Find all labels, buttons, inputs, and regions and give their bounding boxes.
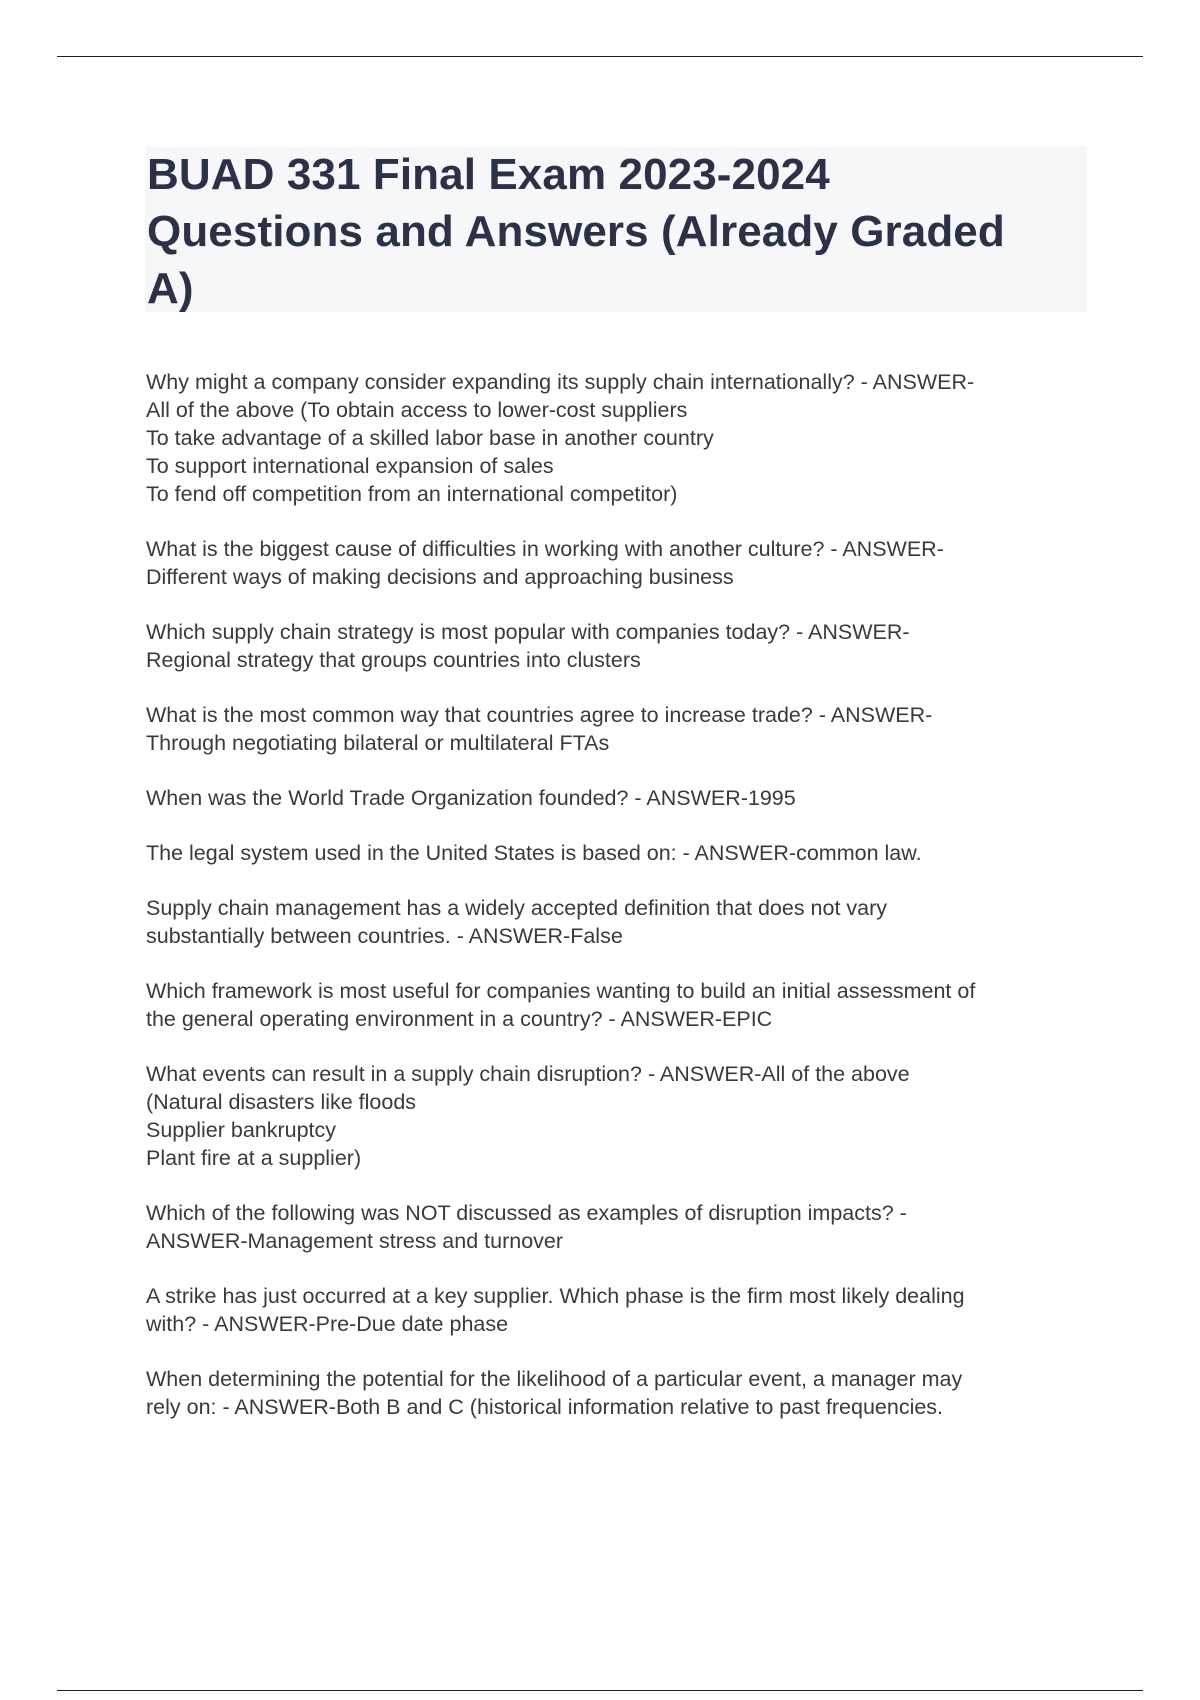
qa-line: To support international expansion of sales [146, 454, 554, 478]
qa-line: To take advantage of a skilled labor base in another country [146, 426, 714, 450]
qa-line: with? - ANSWER-Pre-Due date phase [146, 1312, 509, 1336]
qa-item [145, 1199, 1095, 1255]
qa-line: the general operating environment in a country? - ANSWER-EPIC [146, 1007, 773, 1031]
qa-line: What is the most common way that countries agree to increase trade? - ANSWER- [146, 703, 933, 727]
qa-line: Supply chain management has a widely accepted definition that does not vary [146, 896, 888, 920]
qa-line: Plant fire at a supplier) [146, 1146, 362, 1170]
qa-line: The legal system used in the United States is based on: - ANSWER-common law. [146, 841, 922, 865]
bottom-rule [57, 1690, 1143, 1691]
title-line: A) [147, 264, 194, 313]
title-line: BUAD 331 Final Exam 2023-2024 [147, 150, 830, 199]
qa-line: To fend off competition from an international competitor) [146, 482, 678, 506]
top-rule [57, 56, 1143, 57]
qa-list [145, 368, 1095, 1448]
qa-line: (Natural disasters like floods [146, 1090, 417, 1114]
qa-item [145, 368, 1095, 508]
qa-line: Which of the following was NOT discussed as examples of disruption impacts? - [146, 1201, 907, 1225]
qa-item [145, 618, 1095, 674]
page-title [145, 146, 1087, 317]
title-line: Questions and Answers (Already Graded [147, 207, 1005, 256]
qa-line: Supplier bankruptcy [146, 1118, 337, 1142]
qa-line: All of the above (To obtain access to lower-cost suppliers [146, 398, 688, 422]
title-block [145, 146, 1087, 312]
qa-item [145, 701, 1095, 757]
qa-item [145, 1365, 1095, 1421]
qa-item [145, 894, 1095, 950]
qa-line: Why might a company consider expanding its supply chain internationally? - ANSWER- [146, 370, 975, 394]
qa-line: ANSWER-Management stress and turnover [146, 1229, 564, 1253]
qa-item [145, 1282, 1095, 1338]
qa-line: Different ways of making decisions and approaching business [146, 565, 734, 589]
qa-line: rely on: - ANSWER-Both B and C (historical information relative to past frequencies. [146, 1395, 944, 1419]
qa-item [145, 977, 1095, 1033]
qa-line: When determining the potential for the likelihood of a particular event, a manager may [146, 1367, 963, 1391]
qa-line: When was the World Trade Organization founded? - ANSWER-1995 [146, 786, 796, 810]
qa-item [145, 784, 1095, 812]
qa-line: Regional strategy that groups countries into clusters [146, 648, 641, 672]
qa-item [145, 1060, 1095, 1172]
qa-line: What events can result in a supply chain disruption? - ANSWER-All of the above [146, 1062, 910, 1086]
qa-line: A strike has just occurred at a key supplier. Which phase is the firm most likely dealing [146, 1284, 965, 1308]
qa-line: Which framework is most useful for companies wanting to build an initial assessment of [146, 979, 976, 1003]
qa-line: Through negotiating bilateral or multilateral FTAs [146, 731, 610, 755]
qa-line: substantially between countries. - ANSWER-False [146, 924, 623, 948]
qa-line: What is the biggest cause of difficulties in working with another culture? - ANSWER- [146, 537, 944, 561]
qa-line: Which supply chain strategy is most popular with companies today? - ANSWER- [146, 620, 910, 644]
qa-item [145, 535, 1095, 591]
qa-item [145, 839, 1095, 867]
